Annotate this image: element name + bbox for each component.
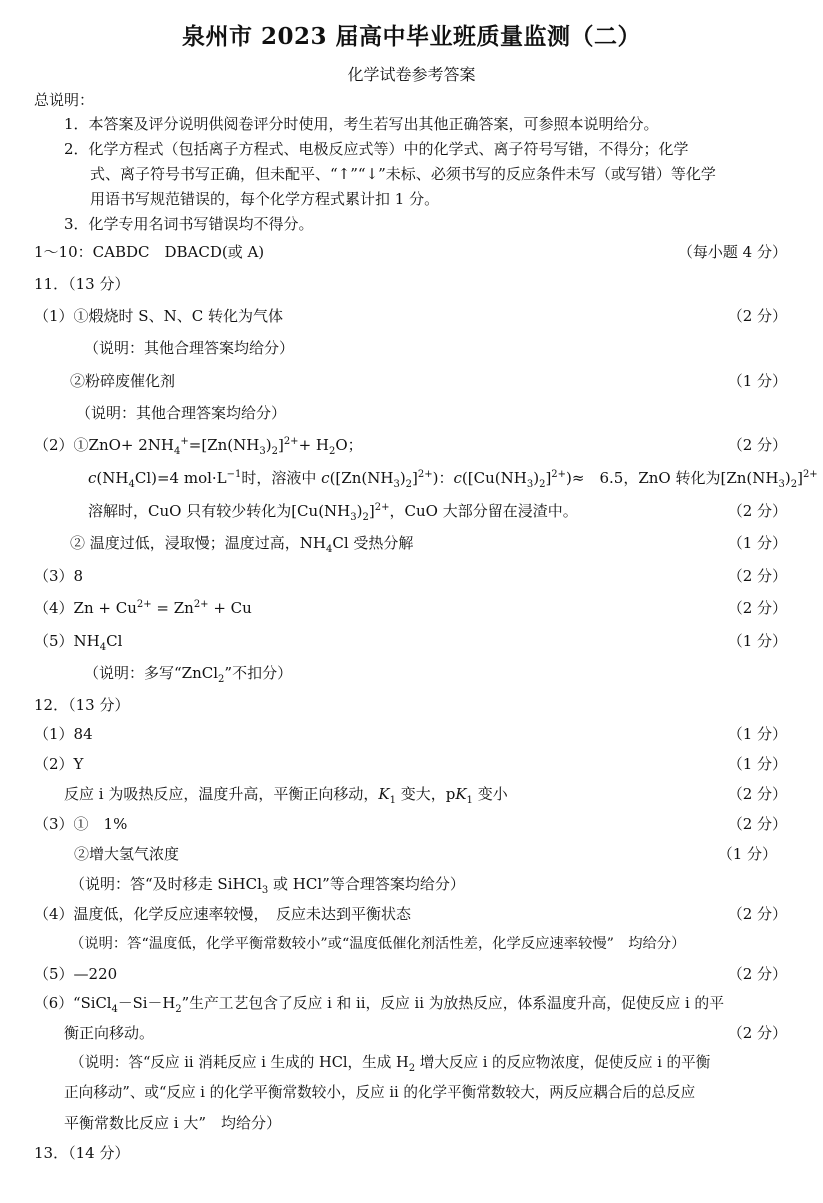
score: （2 分） <box>727 599 787 617</box>
q11-part2c: 溶解时，CuO 只有较少转化为$[Cu(NH_3)_2]^{2+}$，CuO 大部分留在浸渣中。 （2 分） <box>0 499 823 523</box>
score: （1 分） <box>727 725 787 743</box>
score: （1 分） <box>727 372 787 390</box>
q11-part1b-note: （说明：其他合理答案均给分） <box>76 404 287 422</box>
q12-part4-note: （说明：答“温度低，化学平衡常数较小”或“温度低催化剂活性差，化学反应速率较慢” 均给分） <box>70 936 686 952</box>
q12-part3a: （3）① 1% （2 分） <box>0 812 823 836</box>
q12-part6-note3: 平衡常数比反应 i 大” 均给分） <box>64 1114 282 1132</box>
q12-part4: （4）温度低，化学反应速率较慢， 反应未达到平衡状态 （2 分） <box>0 902 823 926</box>
q11-part2a: （2）①ZnO+ $2NH_4^+=[Zn(NH_3)_2]^{2+}+ H_2O$； （2 分） <box>0 433 823 457</box>
score: （2 分） <box>727 965 787 983</box>
q12-heading: 12．（13 分） <box>34 696 130 714</box>
score: （2 分） <box>727 815 787 833</box>
q11-part1a: （1）①煅烧时 S、N、C 转化为气体 （2 分） <box>0 304 823 328</box>
general-note-3: 3．化学专用名词书写错误均不得分。 <box>64 215 314 233</box>
general-note-2c: 用语书写规范错误的，每个化学方程式累计扣 1 分。 <box>90 190 440 208</box>
score: （2 分） <box>727 785 787 803</box>
score: （2 分） <box>727 905 787 923</box>
q11-part2b: $c(NH_4Cl)=4$ $mol\cdot L^{-1}$时，溶液中 $c([Zn(NH_3)_2]^{2+})$：$c([Cu(NH_3)_2]^{2+})\approx$ 6.5，ZnO 转化为$[Zn(NH_3)_2]^{2+}$ <box>88 469 818 490</box>
score: （1 分） <box>717 845 777 863</box>
q12-part5: （5）—220 （2 分） <box>0 962 823 986</box>
q12-part6a: $(6)“SiCl_4-Si-H_2$”生产工艺包含了反应 i 和 ii，反应 ii 为放热反应，体系温度升高，促使反应 i 的平 <box>34 995 725 1015</box>
general-heading: 总说明： <box>34 91 95 109</box>
q11-part5: $(5)NH_4Cl$ （1 分） <box>0 629 823 653</box>
q12-part6-note2: 正向移动”、或“反应 i 的化学平衡常数较小，反应 ii 的化学平衡常数较大，两反应耦合后的总反应 <box>64 1084 696 1101</box>
q12-part3b: ②增大氢气浓度 （1 分） <box>0 842 823 866</box>
q13-heading: 13．（14 分） <box>34 1144 130 1162</box>
general-heading-line <box>0 88 823 112</box>
q11-heading: 11．（13 分） <box>34 275 130 293</box>
q11-part1b: ②粉碎废催化剂 （1 分） <box>0 369 823 393</box>
general-note-2a: 2．化学方程式（包括离子方程式、电极反应式等）中的化学式、离子符号写错，不得分；化学 <box>64 140 689 158</box>
score: （2 分） <box>727 502 787 520</box>
q12-part2b: 反应 i 为吸热反应，温度升高，平衡正向移动，$K_1$ 变大，$pK_1$ 变小 （2 分） <box>0 782 823 806</box>
score: （1 分） <box>727 632 787 650</box>
q12-part6-note1: （说明：答“反应 ii 消耗反应 i 生成的 HCl，生成 $H_2$ 增大反应 i 的反应物浓度，促使反应 i 的平衡 <box>70 1054 711 1074</box>
score: （每小题 4 分） <box>677 243 787 261</box>
score: （1 分） <box>727 534 787 552</box>
score: （2 分） <box>727 567 787 585</box>
q12-part3-note: （说明：答“及时移走 SiHCl$_3$ 或 HCl”等合理答案均给分） <box>70 875 465 896</box>
page-title: 泉州市 2023 届高中毕业班质量监测（二） <box>181 23 642 50</box>
q12-part6b: 衡正向移动。 （2 分） <box>0 1021 823 1045</box>
mc-answers: 1～10：CABDC DBACD(或 A) （每小题 4 分） <box>0 240 823 264</box>
general-note-2b: 式、离子符号书写正确，但未配平、“↑”“↓”未标、必须书写的反应条件未写（或写错）等化学 <box>90 165 716 183</box>
q11-part3: （3）8 （2 分） <box>0 564 823 588</box>
q12-part2: （2）Y （1 分） <box>0 752 823 776</box>
score: （2 分） <box>727 1024 787 1042</box>
q11-part2d: ② 温度过低，浸取慢；温度过高，$NH_4Cl$ 受热分解 （1 分） <box>0 531 823 555</box>
score: （2 分） <box>727 307 787 325</box>
q11-part1a-note: （说明：其他合理答案均给分） <box>84 339 295 357</box>
score: （2 分） <box>727 436 787 454</box>
q11-part4: $(4)Zn + Cu^{2+} = Zn^{2+} + Cu$ （2 分） <box>0 596 823 620</box>
general-note-1: 1．本答案及评分说明供阅卷评分时使用，考生若写出其他正确答案，可参照本说明给分。 <box>64 115 659 133</box>
q12-part1: （1）84 （1 分） <box>0 722 823 746</box>
score: （1 分） <box>727 755 787 773</box>
page-subtitle: 化学试卷参考答案 <box>347 65 476 84</box>
q11-part5-note: （说明：多写“ZnCl$_2$”不扣分） <box>84 664 293 685</box>
